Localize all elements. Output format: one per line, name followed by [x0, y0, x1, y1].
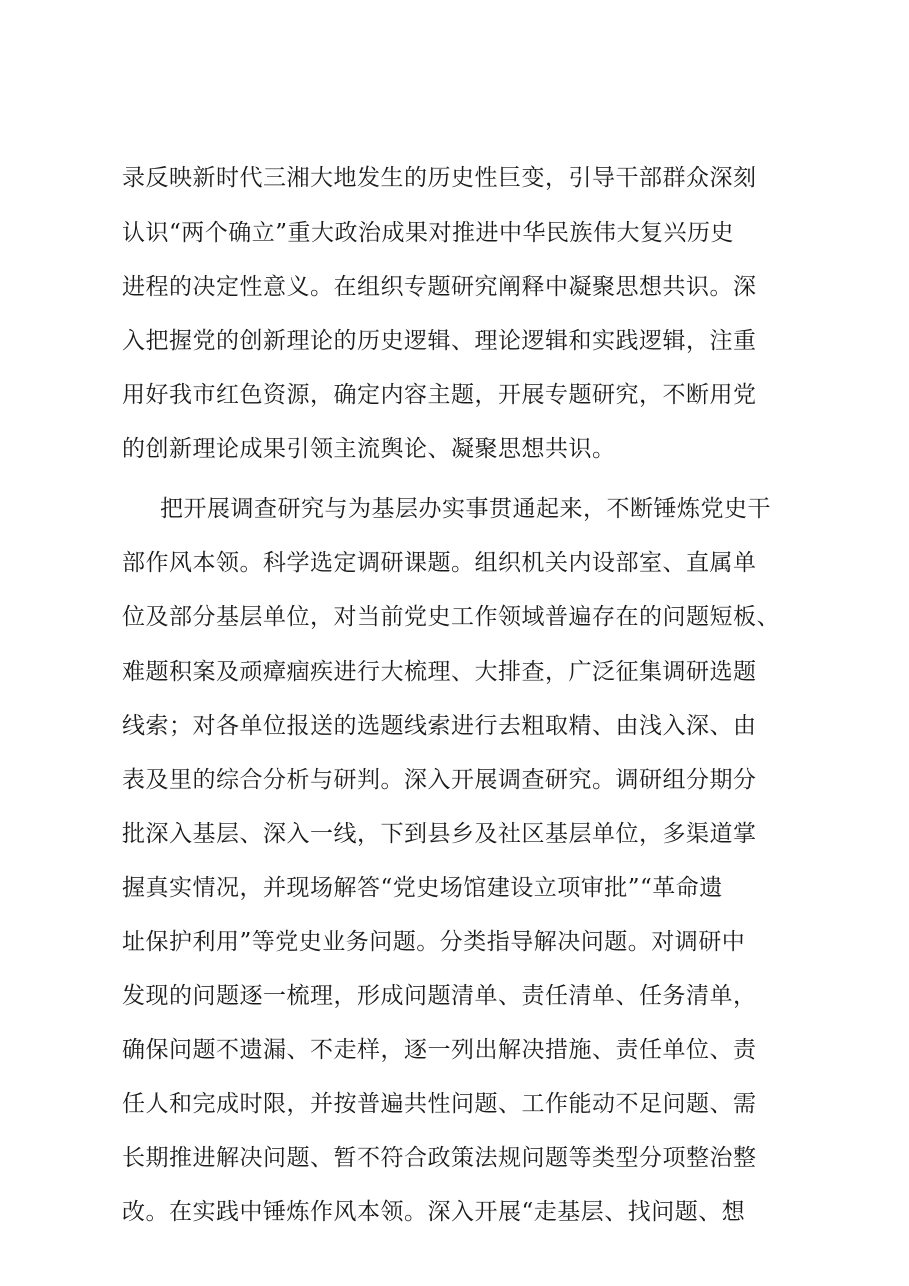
text-line: 部作风本领。科学选定调研课题。组织机关内设部室、直属单	[122, 550, 757, 576]
text-line: 难题积案及顽瘴痼疾进行大梳理、大排查，广泛征集调研选题	[122, 659, 757, 685]
text-line: 线索；对各单位报送的选题线索进行去粗取精、由浅入深、由	[122, 713, 757, 739]
text-line: 认识“两个确立”重大政治成果对推进中华民族伟大复兴历史	[122, 220, 735, 246]
text-line: 进程的决定性意义。在组织专题研究阐释中凝聚思想共识。深	[122, 274, 757, 300]
text-line: 任人和完成时限，并按普遍共性问题、工作能动不足问题、需	[122, 1091, 757, 1117]
text-line: 确保问题不遗漏、不走样，逐一列出解决措施、责任单位、责	[122, 1037, 757, 1063]
text-line: 改。在实践中锤炼作风本领。深入开展“走基层、找问题、想	[122, 1199, 746, 1225]
text-line: 位及部分基层单位，对当前党史工作领域普遍存在的问题短板、	[122, 604, 780, 630]
text-line: 握真实情况，并现场解答“党史场馆建设立项审批”“革命遗	[122, 875, 723, 901]
text-line: 表及里的综合分析与研判。深入开展调查研究。调研组分期分	[122, 767, 757, 793]
text-line: 批深入基层、深入一线，下到县乡及社区基层单位，多渠道掌	[122, 821, 757, 847]
text-line: 把开展调查研究与为基层办实事贯通起来，不断锤炼党史干	[160, 496, 771, 522]
text-line: 入把握党的创新理论的历史逻辑、理论逻辑和实践逻辑，注重	[122, 328, 757, 354]
text-line: 发现的问题逐一梳理，形成问题清单、责任清单、任务清单，	[122, 983, 757, 1009]
text-line: 的创新理论成果引领主流舆论、凝聚思想共识。	[122, 436, 616, 462]
text-line: 址保护利用”等党史业务问题。分类指导解决问题。对调研中	[122, 929, 746, 955]
text-line: 用好我市红色资源，确定内容主题，开展专题研究，不断用党	[122, 382, 757, 408]
text-line: 长期推进解决问题、暂不符合政策法规问题等类型分项整治整	[122, 1145, 757, 1171]
text-line: 录反映新时代三湘大地发生的历史性巨变，引导干部群众深刻	[122, 165, 757, 191]
